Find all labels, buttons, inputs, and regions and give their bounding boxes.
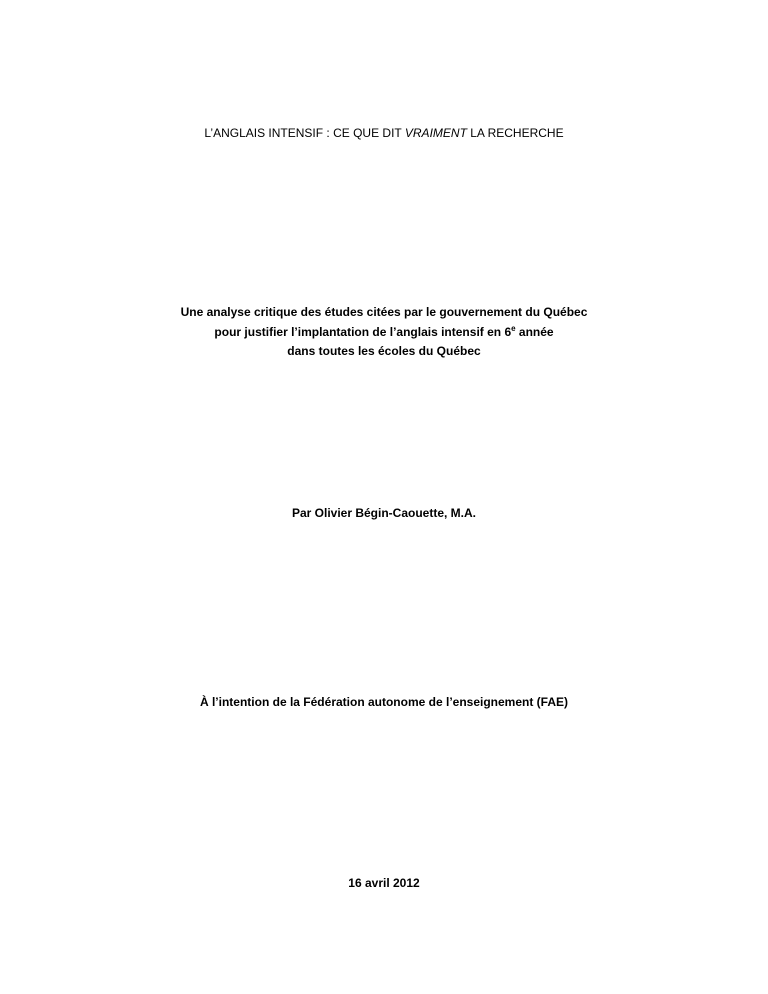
subtitle-line-3: dans toutes les écoles du Québec (287, 344, 481, 358)
document-date: 16 avril 2012 (348, 876, 420, 890)
document-subtitle (0, 303, 768, 362)
subtitle-line-2 (0, 323, 768, 343)
title-prefix: L’ANGLAIS INTENSIF : CE QUE DIT (204, 126, 405, 140)
document-title (0, 124, 768, 144)
subtitle-line-1: Une analyse critique des études citées par le gouvernement du Québec (180, 305, 588, 319)
title-emphasis: VRAIMENT (404, 126, 467, 140)
ordinal-superscript: e (511, 323, 516, 333)
title-suffix: LA RECHERCHE (466, 126, 564, 140)
subtitle-line-2-text: pour justifier l’implantation de l’anglais intensif en 6 (214, 324, 512, 339)
document-author: Par Olivier Bégin-Caouette, M.A. (291, 506, 477, 520)
subtitle-line-2-end: année (515, 324, 554, 339)
document-recipient: À l’intention de la Fédération autonome de l’enseignement (FAE) (199, 695, 569, 709)
